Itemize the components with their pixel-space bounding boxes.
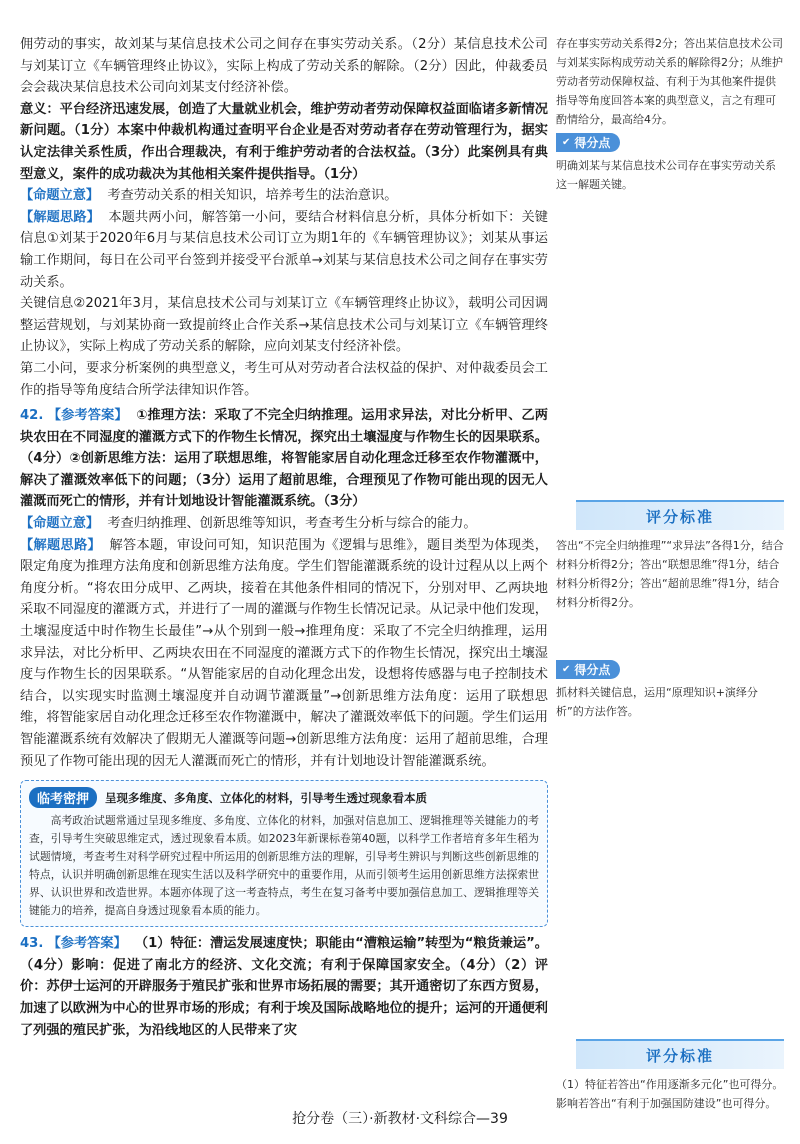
pill-label: 得分点 bbox=[574, 663, 611, 677]
spacer bbox=[556, 612, 784, 656]
side-note-q42: 答出“不完全归纳推理”“求异法”各得1分，结合材料分析得2分；答出“联想思维”得1分，结合材料分析得2分；答出“超前思维”得1分，结合材料分析得2分。 bbox=[556, 539, 784, 609]
score-point-pill bbox=[556, 133, 620, 152]
check-icon: ✔ bbox=[562, 664, 571, 675]
q43-answer-text: （1）特征：漕运发展速度快；职能由“漕粮运输”转型为“粮货兼运”。（4分）影响：促进了南北方的经济、文化交流；有利于保障国家安全。（4分）（2）评价：苏伊士运河的开辟服务于殖民扩张和世界市场拓展的需要；其开通密切了东西方贸易，加速了以欧洲为中心的世界市场的形成；有利于埃及国际战略地位的提升；运河的开通便利了列强的殖民扩张，为沿线地区的人民带来了灾 bbox=[20, 936, 548, 1038]
tip-title: 呈现多维度、多角度、立体化的材料，引导考生透过现象看本质 bbox=[105, 790, 428, 805]
check-icon: ✔ bbox=[562, 137, 571, 148]
scoring-standard-header: 评分标准 bbox=[576, 500, 784, 530]
q42-answer bbox=[20, 405, 548, 513]
answer-tag: 【参考答案】 bbox=[47, 936, 127, 952]
q41-idea-part2: 第二小问，要求分析案例的典型意义，考生可从对劳动者合法权益的保护、对仲裁委员会工作的指导等角度结合所学法律知识作答。 bbox=[20, 360, 548, 398]
side-note-q43-1: （1）特征若答出“作用逐渐多元化”也可得分。 bbox=[556, 1078, 784, 1091]
intent-tag: 【命题立意】 bbox=[20, 188, 100, 204]
answer-column bbox=[20, 34, 548, 1041]
q41-intent bbox=[20, 185, 548, 207]
intent-tag: 【命题立意】 bbox=[20, 516, 100, 532]
answer-tag: 【参考答案】 bbox=[47, 408, 128, 424]
q41-answer-significance: 意义：平台经济迅速发展，创造了大量就业机会，维护劳动者劳动保障权益面临诸多新情况新问题。（1分）本案中仲裁机构通过查明平台企业是否对劳动者存在劳动管理行为，据实认定法律关系性质，作出合理裁决，有利于维护劳动者的合法权益。（3分）此案例具有典型意义，案件的成功裁决为其他相关案件提供指导。（1分） bbox=[20, 101, 548, 182]
tip-badge: 临考密押 bbox=[29, 787, 97, 808]
spacer bbox=[556, 194, 784, 494]
side-note-q41-key: 明确刘某与某信息技术公司存在事实劳动关系这一解题关键。 bbox=[556, 159, 776, 191]
idea-tag: 【解题思路】 bbox=[20, 537, 101, 553]
spacer bbox=[556, 721, 784, 1033]
q43-number: 43. bbox=[20, 936, 44, 952]
idea-tag: 【解题思路】 bbox=[20, 209, 100, 225]
side-note-q42-key: 抓材料关键信息，运用“原理知识+演绎分析”的方法作答。 bbox=[556, 686, 758, 718]
q42-number: 42. bbox=[20, 408, 44, 424]
idea-text: 解答本题，审设问可知，知识范围为《逻辑与思维》，题目类型为体现类，限定角度为推理方法角度和创新思维方法角度。学生们智能灌溉系统的设计过程从以上两个角度分析。“将农田分成甲、乙两块，接着在其他条件相同的情况下，分别对甲、乙两块地采取不同湿度的灌溉方式，并进行了一周的灌溉与作物生长情况记录。从记录中他们发现，土壤湿度适中时作物生长最佳”→从个别到一般→推理角度：采取了不完全归纳推理，运用求异法，对比分析甲、乙两块农田在不同湿度的灌溉方式下的作物生长情况，探究出土壤湿度与作物生长的因果联系。“从智能家居的自动化理念出发，设想将传感器与电子控制技术结合，以实现实时监测土壤湿度并自动调节灌溉量”→创新思维方法角度：运用了联想思维，将智能家居自动化理念迁移至农作物灌溉中，解决了灌溉效率低下的问题。学生们运用智能灌溉系统有效解决了假期无人灌溉等问题→创新思维方法角度：运用了超前思维，合理预见了作物可能出现的因无人灌溉而死亡的情形，并有计划地设计智能灌溉系统。 bbox=[20, 537, 548, 769]
side-note-q43-2: 影响若答出“有利于加强国防建设”也可得分。 bbox=[556, 1097, 777, 1110]
q43-answer bbox=[20, 933, 548, 1041]
q41-answer-part1: 佣劳动的事实，故刘某与某信息技术公司之间存在事实劳动关系。（2分）某信息技术公司与刘某订立《车辆管理终止协议》，实际上构成了劳动关系的解除。（2分）因此，仲裁委员会会裁决某信息技术公司向刘某支付经济补偿。 bbox=[20, 37, 548, 96]
q42-answer-text: ①推理方法：采取了不完全归纳推理。运用求异法，对比分析甲、乙两块农田在不同湿度的灌溉方式下的作物生长情况，探究出土壤湿度与作物生长的因果联系。（4分）②创新思维方法：运用了联想思维，将智能家居自动化理念迁移至农作物灌溉中，解决了灌溉效率低下的问题；（3分）运用了超前思维，合理预见了作物可能出现的因无人灌溉而死亡的情形，并有计划地设计智能灌溉系统。（3分） bbox=[20, 408, 548, 510]
page-footer: 抢分卷（三）·新教材·文科综合—39 bbox=[292, 1111, 508, 1127]
tip-body: 高考政治试题常通过呈现多维度、多角度、立体化的材料，加强对信息加工、逻辑推理等关键能力的考查，引导考生突破思维定式，透过现象看本质。如2023年新课标卷第40题，以科学工作者培育多年生稻为试题情境，考查考生对科学研究过程中所运用的创新思维方法的理解，引导考生辨识与判断这些创新思维的特点，认识并明确创新思维在现实生活以及科学研究中的重要作用，从而引领考生运用创新思维方法探索世界、认识世界和改造世界。本题亦体现了这一考查特点，考生在复习备考中要加强信息加工、逻辑推理等关键能力的培养，提高自身透过现象看本质的能力。 bbox=[29, 814, 539, 918]
intent-text: 考查归纳推理、创新思维等知识，考查考生分析与综合的能力。 bbox=[107, 516, 477, 532]
idea-text: 本题共两小问，解答第一小问，要结合材料信息分析，具体分析如下：关键信息①刘某于2020年6月与某信息技术公司订立为期1年的《车辆管理协议》；刘某从事运输工作期间，每日在公司平台签到并接受平台派单→刘某与某信息技术公司之间存在事实劳动关系。 bbox=[20, 209, 548, 290]
scoring-standard-header: 评分标准 bbox=[576, 1039, 784, 1069]
tip-header bbox=[29, 787, 539, 808]
intent-text: 考查劳动关系的相关知识，培养考生的法治意识。 bbox=[107, 188, 398, 204]
exam-tip-box bbox=[20, 780, 548, 927]
q41-idea-key2: 关键信息②2021年3月，某信息技术公司与刘某订立《车辆管理终止协议》，载明公司因调整运营规划，与刘某协商一致提前终止合作关系→某信息技术公司与刘某订立《车辆管理终止协议》，实际上构成了劳动关系的解除，应向刘某支付经济补偿。 bbox=[20, 296, 548, 355]
q41-idea bbox=[20, 207, 548, 293]
side-note-q41: 存在事实劳动关系得2分；答出某信息技术公司与刘某实际构成劳动关系的解除得2分；从维护劳动者劳动保障权益、有利于为其他案件提供指导等角度回答本案的典型意义，言之有理可酌情给分，最高给4分。 bbox=[556, 37, 783, 126]
score-point-pill bbox=[556, 660, 620, 679]
scoring-sidebar bbox=[556, 34, 784, 1113]
pill-label: 得分点 bbox=[574, 136, 611, 150]
q42-intent bbox=[20, 513, 548, 535]
q42-idea bbox=[20, 535, 548, 773]
